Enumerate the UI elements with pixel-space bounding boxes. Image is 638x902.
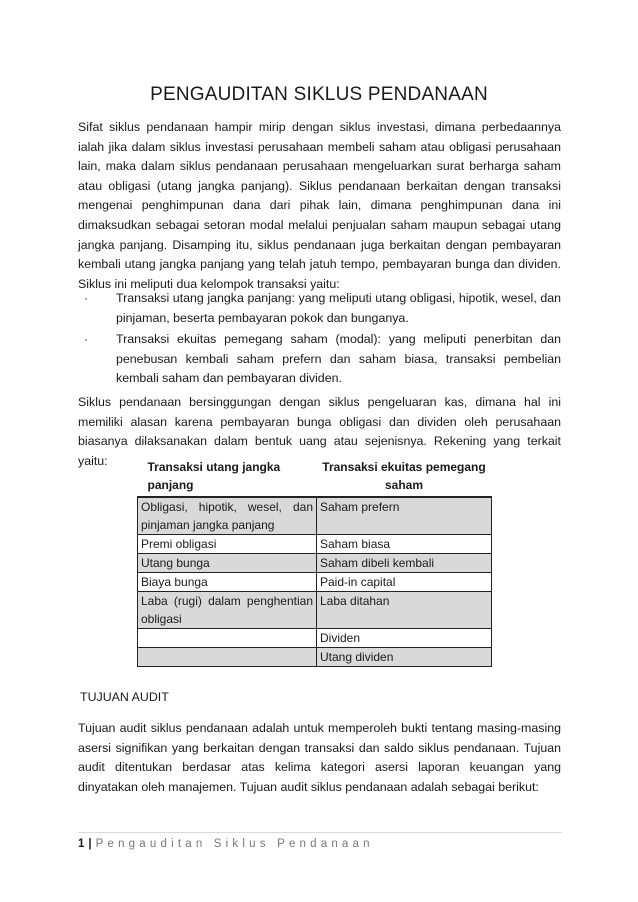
transaction-list [78, 289, 561, 391]
list-item [78, 289, 561, 328]
bullet-marker: · [84, 332, 89, 347]
table-cell [138, 648, 317, 667]
list-item-text: Transaksi utang jangka panjang: yang meliputi utang obligasi, hipotik, wesel, dan pinjaman, beserta pembayaran pokok dan bunganya. [116, 291, 561, 325]
table-cell: Utang dividen [317, 648, 492, 667]
page-number: 1 [78, 838, 85, 850]
table-row [138, 535, 492, 554]
table-cell: Laba ditahan [317, 592, 492, 629]
intro-text: Sifat siklus pendanaan hampir mirip dengan siklus investasi, dimana perbedaannya ialah jika dalam siklus investasi perusahaan membeli saham atau obligasi perusahaan lain, maka dalam siklus pendanaan perusahaan mengeluarkan surat berharga saham atau obligasi (utang jangka panjang). Siklus pendanaan berkaitan dengan transaksi mengenai penghimpunan dana dari pihak lain, dimana penghimpunan dana ini dimaksudkan sebagai setoran modal melalui penjualan saham maupun sebagai utang jangka panjang. Disamping itu, siklus pendanaan juga berkaitan dengan pembayaran kembali utang jangka panjang yang telah jatuh tempo, pembayaran bunga dan dividen. Siklus ini meliputi dua kelompok transaksi yaitu: [78, 120, 561, 291]
section-heading: TUJUAN AUDIT [80, 690, 169, 704]
column-header-equity: Transaksi ekuitas pemegang saham [317, 456, 492, 497]
audit-objective-paragraph [78, 719, 561, 797]
footer-separator: | [88, 838, 92, 850]
page-title: PENGAUDITAN SIKLUS PENDANAAN [150, 84, 488, 105]
table-cell: Utang bunga [138, 554, 317, 573]
table-cell: Laba (rugi) dalam penghentian obligasi [138, 592, 317, 629]
table-cell: Saham dibeli kembali [317, 554, 492, 573]
table-cell: Paid-in capital [317, 573, 492, 592]
list-item [78, 330, 561, 389]
table-cell: Saham biasa [317, 535, 492, 554]
paragraph-text: Siklus pendanaan bersinggungan dengan siklus pengeluaran kas, dimana hal ini memiliki alasan karena pembayaran bunga obligasi dan dividen oleh perusahaan biasanya dilaksanakan dalam bentuk uang atau sejenisnya. Rekening yang terkait yaitu: [78, 395, 561, 468]
table-header-row [138, 456, 492, 497]
table-cell [138, 629, 317, 648]
bullet-marker: · [84, 291, 89, 305]
accounts-table [137, 456, 492, 667]
table-cell: Obligasi, hipotik, wesel, dan pinjaman jangka panjang [138, 497, 317, 535]
table-cell: Saham prefern [317, 497, 492, 535]
table-row [138, 554, 492, 573]
table-row [138, 648, 492, 667]
footer-divider [78, 832, 562, 833]
table-row [138, 497, 492, 535]
table-row [138, 573, 492, 592]
table-row [138, 629, 492, 648]
table-row [138, 592, 492, 629]
list-item-text: Transaksi ekuitas pemegang saham (modal): yang meliputi penerbitan dan penebusan kembali saham prefern dan saham biasa, transaksi pembelian kembali saham dan pembayaran dividen. [116, 332, 561, 386]
paragraph-text: Tujuan audit siklus pendanaan adalah untuk memperoleh bukti tentang masing-masing asersi signifikan yang berkaitan dengan transaksi dan saldo siklus pendanaan. Tujuan audit ditentukan berdasar atas kelima kategori asersi laporan keuangan yang dinyatakan oleh manajemen. Tujuan audit siklus pendanaan adalah sebagai berikut: [78, 721, 561, 794]
column-header-debt: Transaksi utang jangka panjang [138, 456, 317, 497]
table-cell: Premi obligasi [138, 535, 317, 554]
intro-paragraph [78, 118, 561, 294]
table-cell: Biaya bunga [138, 573, 317, 592]
footer-title: Pengauditan Siklus Pendanaan [95, 838, 374, 850]
table-cell: Dividen [317, 629, 492, 648]
page-footer [78, 838, 374, 850]
